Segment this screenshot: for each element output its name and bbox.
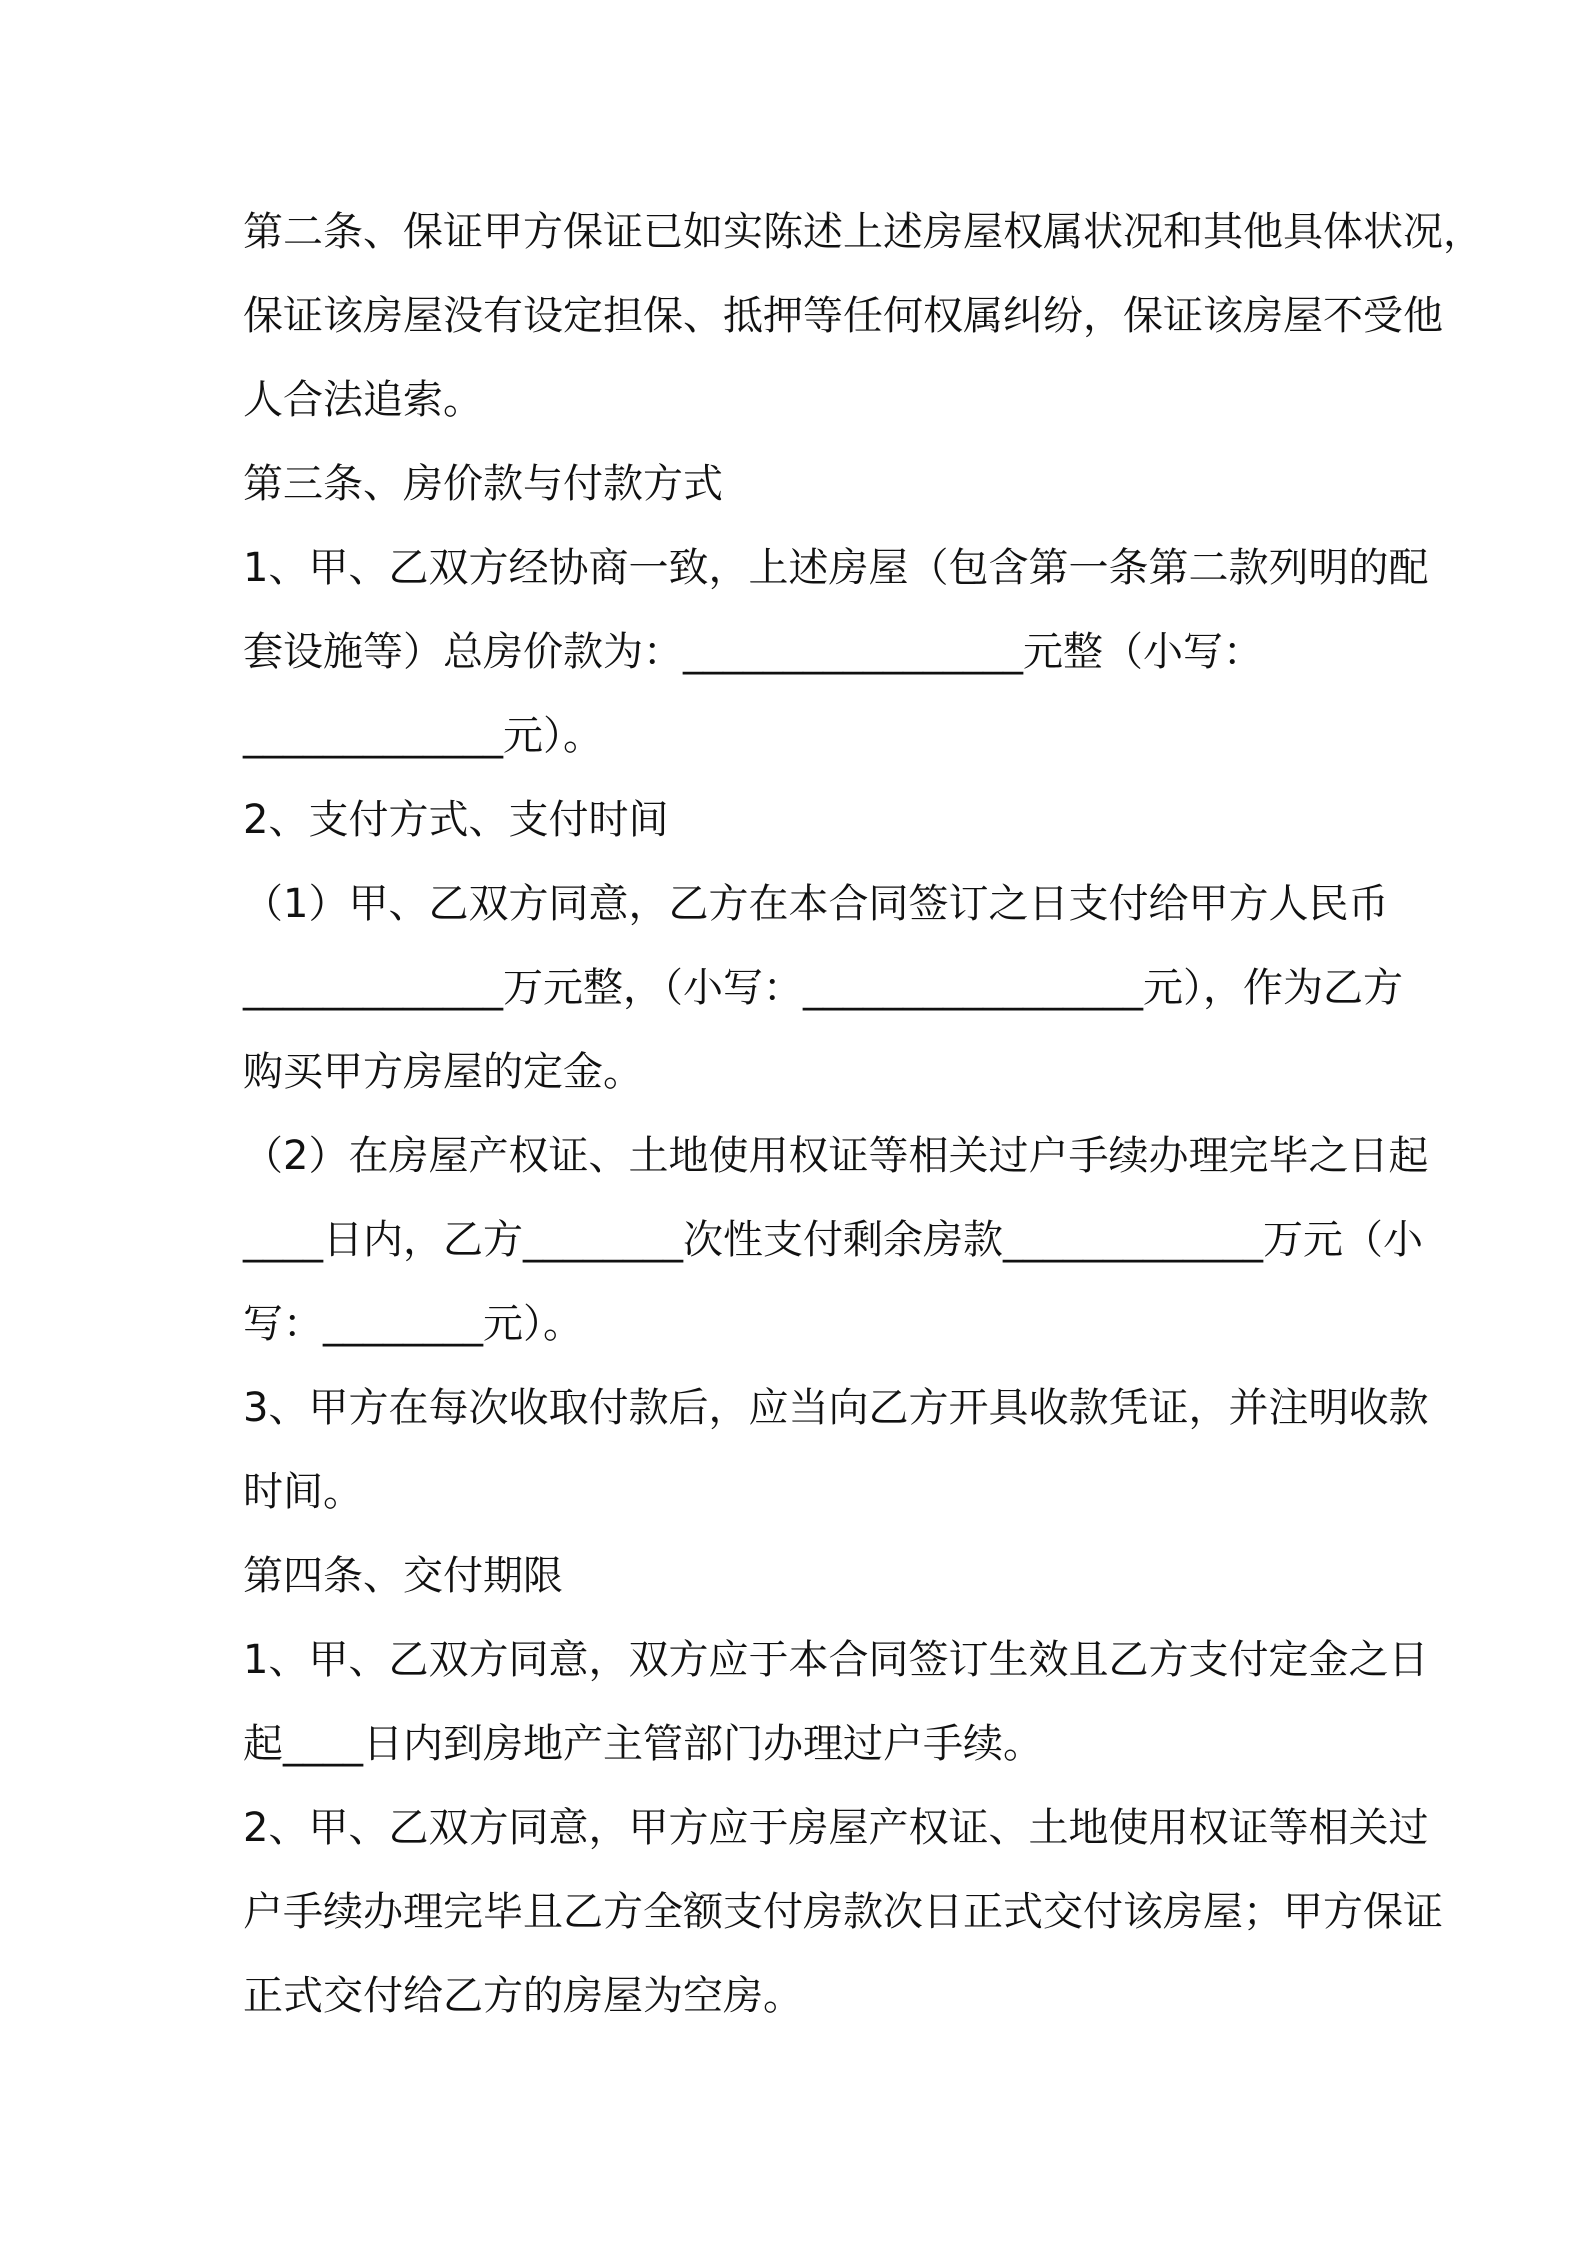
clause-3-item-2-sub-2-line-2: ____日内，乙方________次性支付剩余房款_____________万元（小 (243, 1217, 1423, 1263)
clause-4-heading: 第四条、交付期限 (243, 1553, 563, 1599)
clause-3-item-2-sub-1-line-1: （1）甲、乙双方同意，乙方在本合同签订之日支付给甲方人民币 (243, 881, 1389, 927)
clause-2-line-1: 第二条、保证甲方保证已如实陈述上述房屋权属状况和其他具体状况， (243, 209, 1483, 255)
clause-4-item-1-line-1: 1、甲、乙双方同意，双方应于本合同签订生效且乙方支付定金之日 (243, 1637, 1429, 1683)
clause-3-item-3-line-2: 时间。 (243, 1469, 363, 1515)
clause-3-heading: 第三条、房价款与付款方式 (243, 461, 723, 507)
clause-4-item-2-line-3: 正式交付给乙方的房屋为空房。 (243, 1973, 803, 2019)
clause-3-item-2-sub-2-line-3: 写：________元）。 (243, 1301, 583, 1347)
clause-2-line-2: 保证该房屋没有设定担保、抵押等任何权属纠纷，保证该房屋不受他 (243, 293, 1443, 339)
clause-3-item-1-line-3: _____________元）。 (243, 713, 603, 759)
clause-3-item-2-sub-1-line-3: 购买甲方房屋的定金。 (243, 1049, 643, 1095)
clause-3-item-2-heading: 2、支付方式、支付时间 (243, 797, 669, 843)
clause-3-item-2-sub-2-line-1: （2）在房屋产权证、土地使用权证等相关过户手续办理完毕之日起 (243, 1133, 1429, 1179)
clause-2-line-3: 人合法追索。 (243, 377, 483, 423)
clause-4-item-2-line-1: 2、甲、乙双方同意，甲方应于房屋产权证、土地使用权证等相关过 (243, 1805, 1429, 1851)
contract-text (243, 190, 1483, 2038)
clause-3-item-1-line-1: 1、甲、乙双方经协商一致，上述房屋（包含第一条第二款列明的配 (243, 545, 1429, 591)
clause-3-item-2-sub-1-line-2: _____________万元整，（小写：_________________元），作为乙方 (243, 965, 1403, 1011)
clause-4-item-2-line-2: 户手续办理完毕且乙方全额支付房款次日正式交付该房屋；甲方保证 (243, 1889, 1443, 1935)
clause-4-item-1-line-2: 起____日内到房地产主管部门办理过户手续。 (243, 1721, 1043, 1767)
clause-3-item-3-line-1: 3、甲方在每次收取付款后，应当向乙方开具收款凭证，并注明收款 (243, 1385, 1429, 1431)
clause-3-item-1-line-2: 套设施等）总房价款为：_________________元整（小写： (243, 629, 1263, 675)
